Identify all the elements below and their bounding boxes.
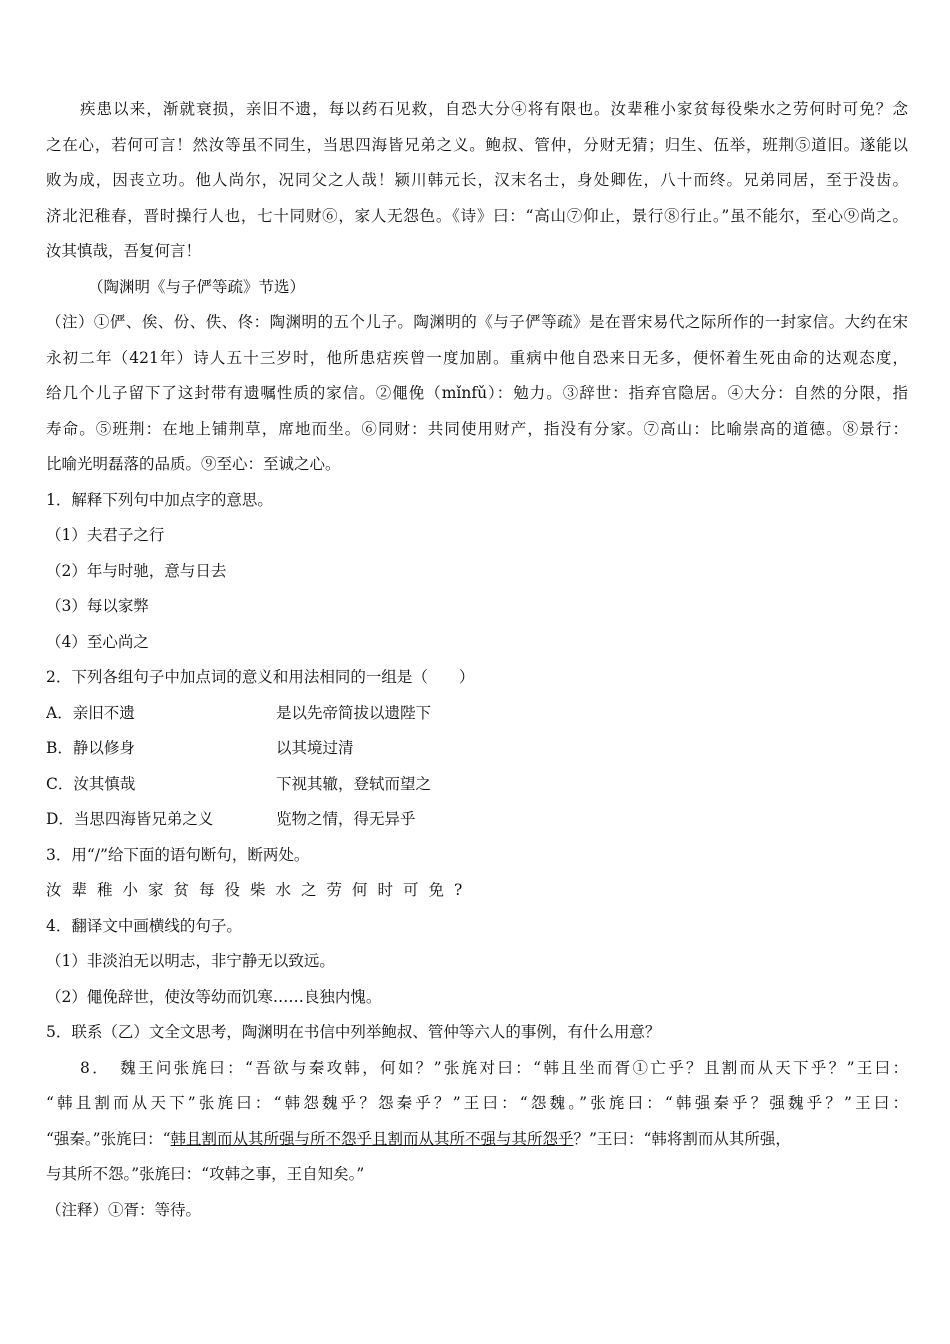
option-b xyxy=(46,731,908,767)
underlined-sentence: 韩且割而从其所强与所不怨乎且割而从其所不强与其所怨乎 xyxy=(170,1129,574,1148)
option-right: 以其境过清 xyxy=(276,739,354,757)
question-title: 3．用“/”给下面的语句断句，断两处。 xyxy=(46,845,310,864)
option-a xyxy=(46,696,908,732)
passage-line: 济北汜稚春，晋时操行人也，七十同财⑥，家人无怨色。《诗》曰：“高山⑦仰止，景行⑧行止。”虽不能尔，至心⑨尚之。 xyxy=(46,206,908,225)
annotation: （注释）①胥：等待。 xyxy=(46,1200,202,1219)
note-line: 寿命。⑤班荆：在地上铺荆草，席地而坐。⑥同财：共同使用财产，指没有分家。⑦高山：比喻崇高的道德。⑧景行： xyxy=(46,419,908,438)
document-page xyxy=(46,92,908,1228)
question-item: （1）夫君子之行 xyxy=(46,526,165,544)
passage-line: 之在心，若何可言！然汝等虽不同生，当思四海皆兄弟之义。鲍叔、管仲，分财无猜；归生、伍举，班荆⑤道旧。遂能以 xyxy=(46,135,908,154)
option-left: D．当思四海皆兄弟之义 xyxy=(46,810,214,828)
option-d xyxy=(46,802,908,838)
passage-line: 疾患以来，渐就衰损，亲旧不遗，每以药石见救，自恐大分④将有限也。汝辈稚小家贫每役柴水之劳何时可免？念 xyxy=(80,100,908,118)
question-title: 2．下列各组句子中加点词的意义和用法相同的一组是（ ） xyxy=(46,668,475,686)
option-left: A．亲旧不遗 xyxy=(46,703,135,722)
question-3 xyxy=(46,838,908,909)
passage xyxy=(46,92,908,305)
sentence-to-punctuate: 汝辈稚小家贫每役柴水之劳何时可免? xyxy=(46,881,473,899)
option-right: 下视其辙，登轼而望之 xyxy=(276,774,432,793)
question-item: （3）每以家弊 xyxy=(46,597,149,615)
passage-line: 8． 魏王问张旄曰：“吾欲与秦攻韩，何如？”张旄对曰：“韩且坐而胥①亡乎？且割而从天下乎？”王曰： xyxy=(80,1058,908,1077)
option-right: 览物之情，得无异乎 xyxy=(276,810,416,828)
question-item: （2）年与时驰，意与日去 xyxy=(46,561,227,580)
question-5 xyxy=(46,1015,908,1051)
passage-source: （陶渊明《与子俨等疏》节选） xyxy=(88,277,306,296)
passage-line: 败为成，因丧立功。他人尚尔，况同父之人哉！颍川韩元长，汉末名士，身处卿佐，八十而终。兄弟同居，至于没齿。 xyxy=(46,171,908,189)
notes xyxy=(46,305,908,483)
question-2 xyxy=(46,660,908,838)
question-title: 5．联系（乙）文全文思考，陶渊明在书信中列举鲍叔、管仲等六人的事例，有什么用意？ xyxy=(46,1023,661,1041)
option-left: C．汝其慎哉 xyxy=(46,774,136,793)
question-1 xyxy=(46,483,908,661)
question-title: 1．解释下列句中加点字的意思。 xyxy=(46,490,273,509)
note-line: （注）①俨、俟、份、佚、佟：陶渊明的五个儿子。陶渊明的《与子俨等疏》是在晋宋易代之际所作的一封家信。大约在宋 xyxy=(46,313,908,331)
passage-line xyxy=(46,1122,908,1158)
option-c xyxy=(46,767,908,803)
note-line: 给几个儿子留下了这封带有遗嘱性质的家信。②僶俛（mǐnfǔ）：勉力。③辞世：指弃官隐居。④大分：自然的分限，指 xyxy=(46,384,908,402)
option-left: B．静以修身 xyxy=(46,739,135,757)
question-title: 4．翻译文中画横线的句子。 xyxy=(46,916,242,935)
passage-line: 与其所不怨。”张旄曰：“攻韩之事，王自知矣。” xyxy=(46,1165,365,1183)
text-segment: “强秦。”张旄曰：“ xyxy=(46,1129,171,1148)
text-segment: ？”王曰：“韩将割而从其所强， xyxy=(573,1129,791,1148)
question-item: （1）非淡泊无以明志，非宁静无以致远。 xyxy=(46,952,335,970)
option-right: 是以先帝简拔以遗陛下 xyxy=(276,703,432,722)
question-item: （4）至心尚之 xyxy=(46,632,149,651)
note-line: 永初二年（421年）诗人五十三岁时，他所患痁疾曾一度加剧。重病中他自恐来日无多，便怀着生死由命的达观态度， xyxy=(46,348,908,367)
note-line: 比喻光明磊落的品质。⑨至心：至诚之心。 xyxy=(46,455,341,473)
question-item: （2）僶俛辞世，使汝等幼而饥寒……良独内愧。 xyxy=(46,987,382,1006)
question-4 xyxy=(46,909,908,1016)
passage-line: 汝其慎哉，吾复何言！ xyxy=(46,242,202,260)
passage-line: “韩且割而从天下”张旄曰：“韩怨魏乎？怨秦乎？”王曰：“怨魏。”张旄曰：“韩强秦乎？强魏乎？”王曰： xyxy=(46,1094,908,1112)
question-8 xyxy=(46,1051,908,1229)
